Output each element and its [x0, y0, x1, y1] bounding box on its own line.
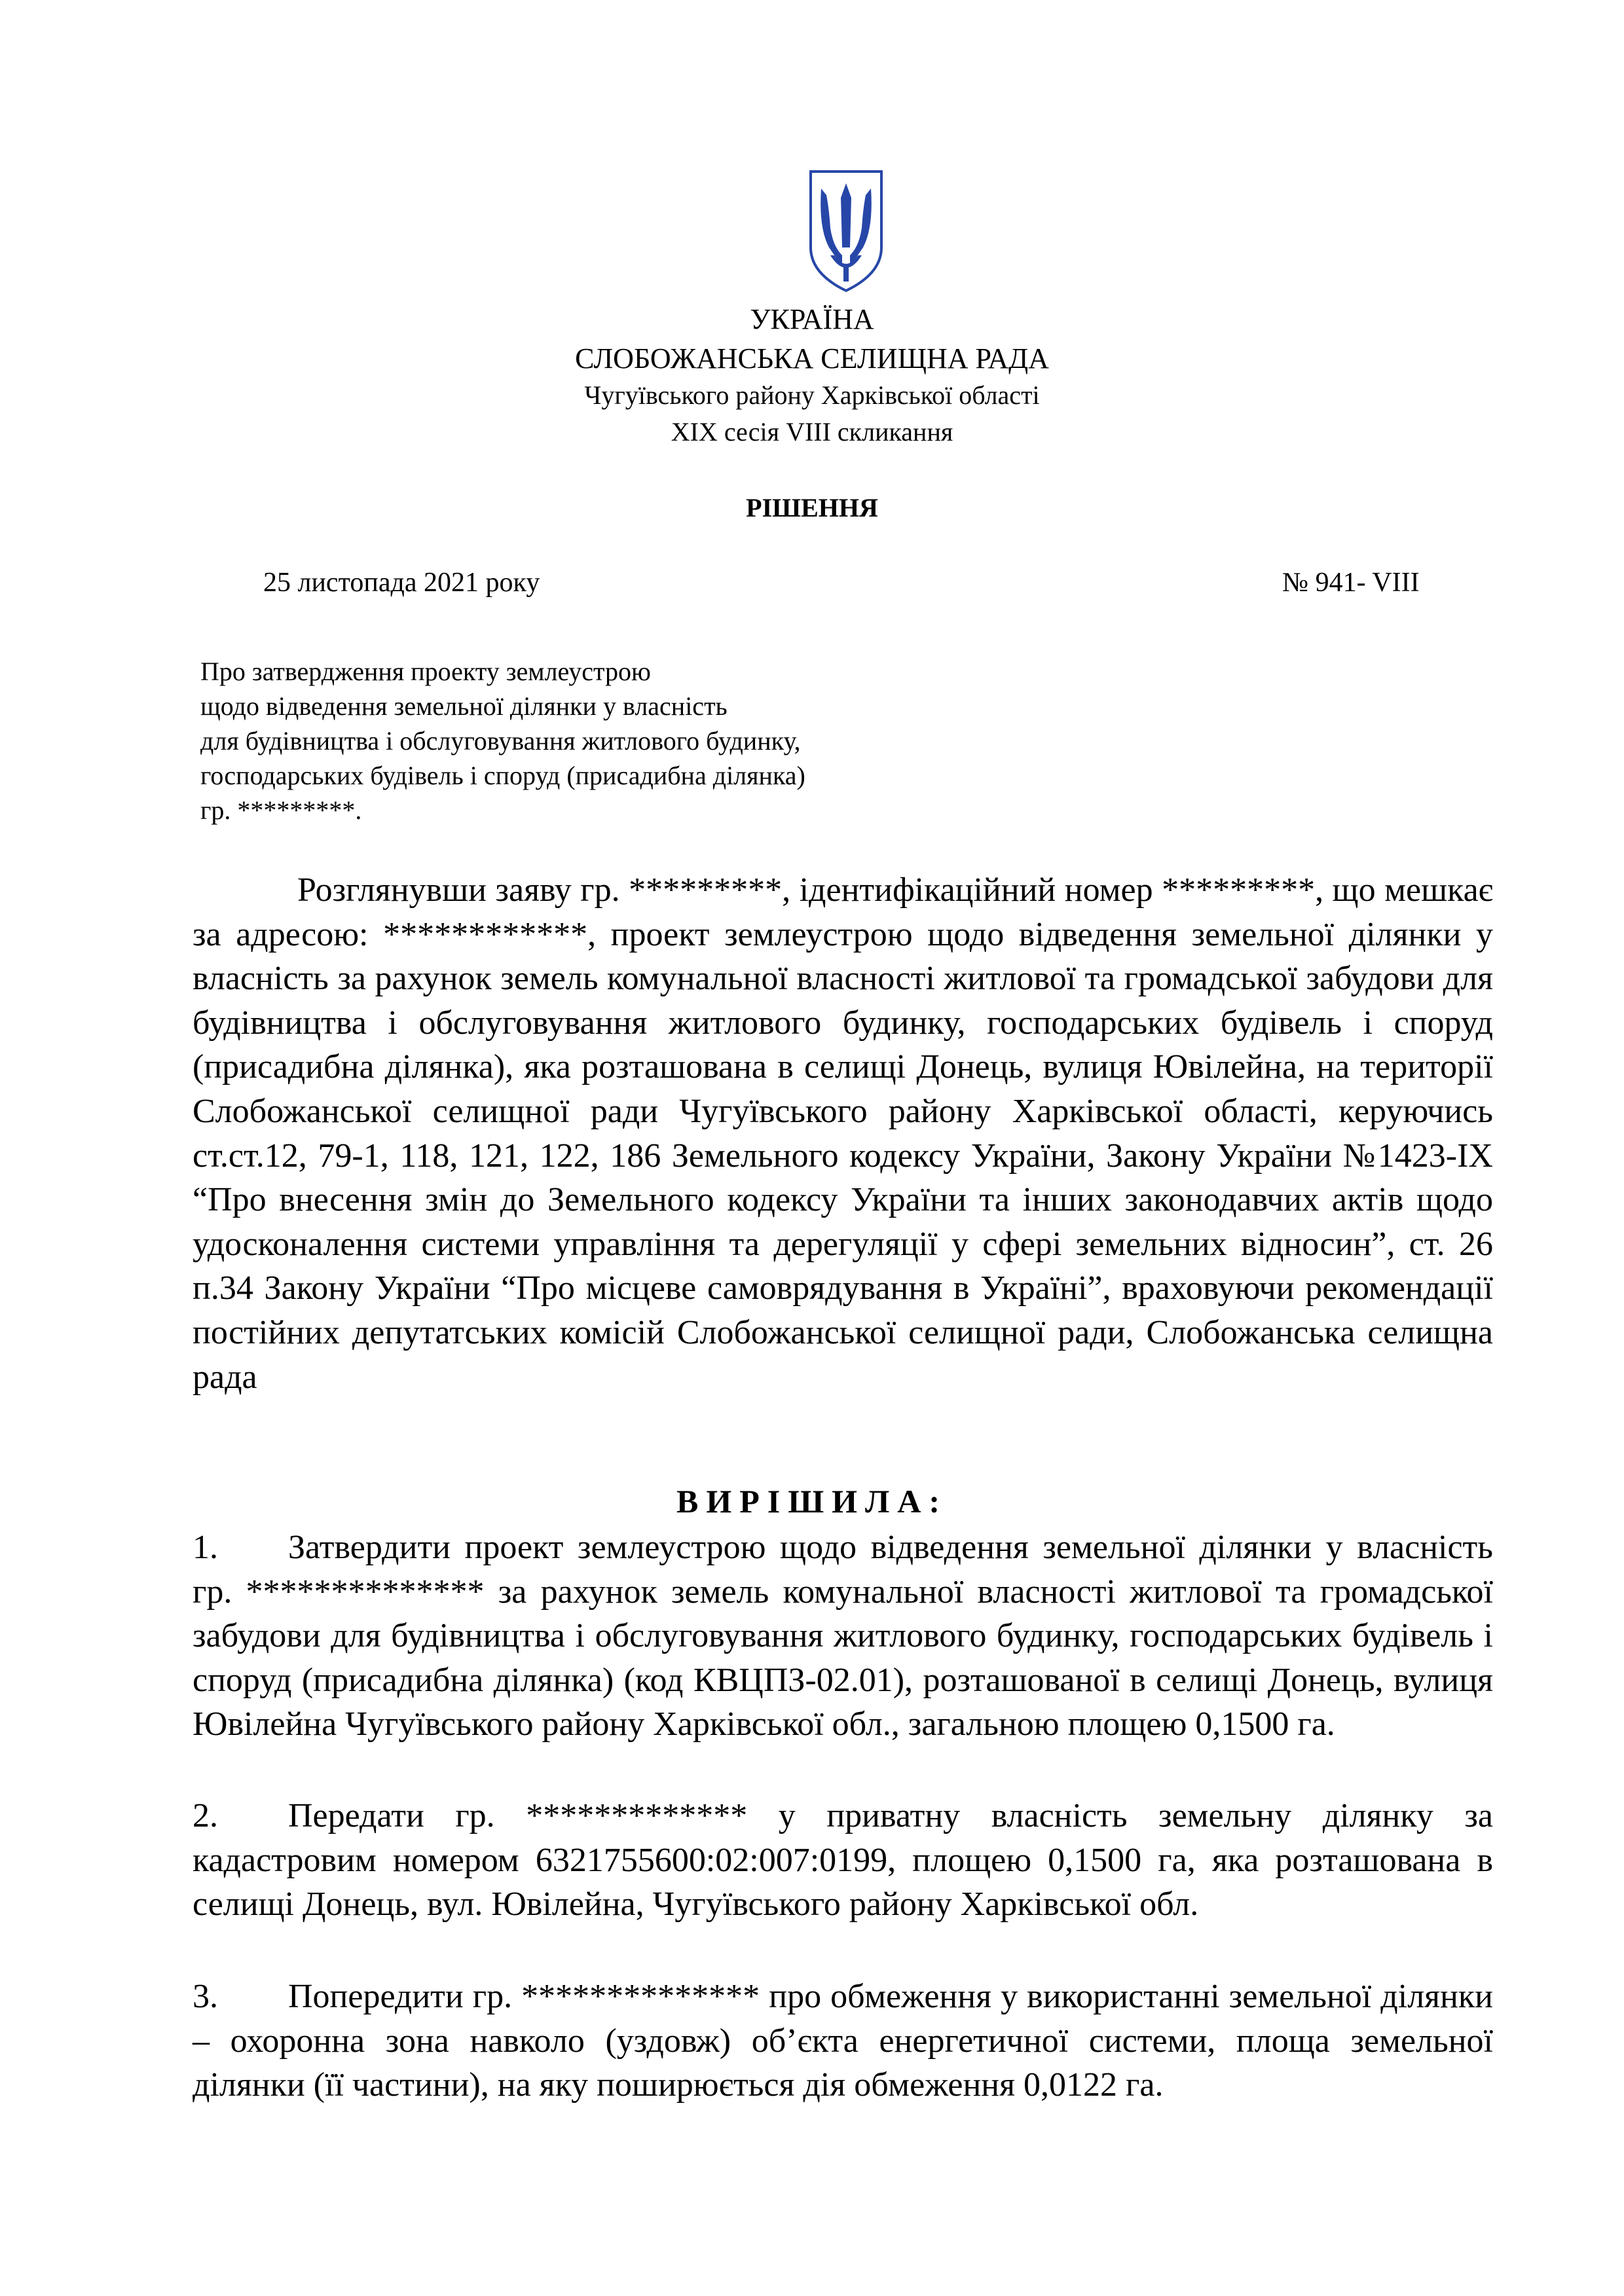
- resolution-item: [193, 1975, 1493, 2107]
- item-text: Попередити гр. ************** про обмеження у використанні земельної ділянки – охоронна зона навколо (уздовж) об’єкта енергетичної системи, площа земельної ділянки (її частини), на яку поширюється дія обмеження 0,0122 га.: [193, 1978, 1493, 2104]
- country-title: УКРАЇНА: [750, 303, 874, 335]
- subject-line: гр. *********.: [200, 795, 362, 825]
- preamble-paragraph: Розглянувши заяву гр. *********, ідентифікаційний номер *********, що мешкає за адресою: ************, проект землеустрою щодо відведення земельної ділянки у власність за рахунок земель комунальної власності житлової та громадської забудови для будівництва і обслуговування житлового будинку, господарських будівель і споруд (присадибна ділянка), яка розташована в селищі Донець, вулиця Ювілейна, на території Слобожанської селищної ради Чугуївського району Харківської області, керуючись ст.ст.12, 79-1, 118, 121, 122, 186 Земельного кодексу України, Закону України №1423-IX “Про внесення змін до Земельного кодексу України та інших законодавчих актів щодо удосконалення системи управління та дерегуляції у сфері земельних відносин”, ст. 26 п.34 Закону України “Про місцеве самоврядування в Україні”, враховуючи рекомендації постійних депутатських комісій Слобожанської селищної ради, Слобожанська селищна рада: [193, 871, 1493, 1396]
- council-title: СЛОБОЖАНСЬКА СЕЛИЩНА РАДА: [575, 342, 1049, 374]
- subject-line: господарських будівель і споруд (присадибна ділянка): [200, 761, 805, 790]
- document-type: РІШЕННЯ: [746, 493, 878, 522]
- item-text: Передати гр. ************* у приватну власність земельну ділянку за кадастровим номером 6321755600:02:007:0199, площею 0,1500 га, яка розташована в селищі Донець, вул. Ювілейна, Чугуївського району Харківської обл.: [193, 1797, 1493, 1923]
- district-line: Чугуївського району Харківської області: [584, 380, 1040, 410]
- subject-line: Про затвердження проекту землеустрою: [200, 657, 651, 686]
- item-number: 3.: [193, 1978, 218, 2015]
- session-line: XIX сесія VIII скликання: [671, 417, 953, 446]
- item-text: Затвердити проект землеустрою щодо відведення земельної ділянки у власність гр. ************** за рахунок земель комунальної власності житлової та громадської забудови для будівництва і обслуговування житлового будинку, господарських будівель і споруд (присадибна ділянка) (код КВЦПЗ-02.01), розташованої в селищі Донець, вулиця Ювілейна Чугуївського району Харківської обл., загальною площею 0,1500 га.: [193, 1529, 1493, 1743]
- subject-line: для будівництва і обслуговування житлового будинку,: [200, 726, 801, 756]
- resolution-item: [193, 1525, 1493, 1747]
- item-number: 2.: [193, 1797, 218, 1834]
- resolution-item: [193, 1794, 1493, 1927]
- resolved-heading: ВИРІШИЛА:: [676, 1483, 948, 1520]
- decision-number: № 941- VIII: [1282, 568, 1420, 598]
- ukraine-trident-emblem: [807, 169, 885, 293]
- item-number: 1.: [193, 1529, 218, 1566]
- subject-line: щодо відведення земельної ділянки у власність: [200, 691, 728, 721]
- decision-date: 25 листопада 2021 року: [263, 568, 540, 598]
